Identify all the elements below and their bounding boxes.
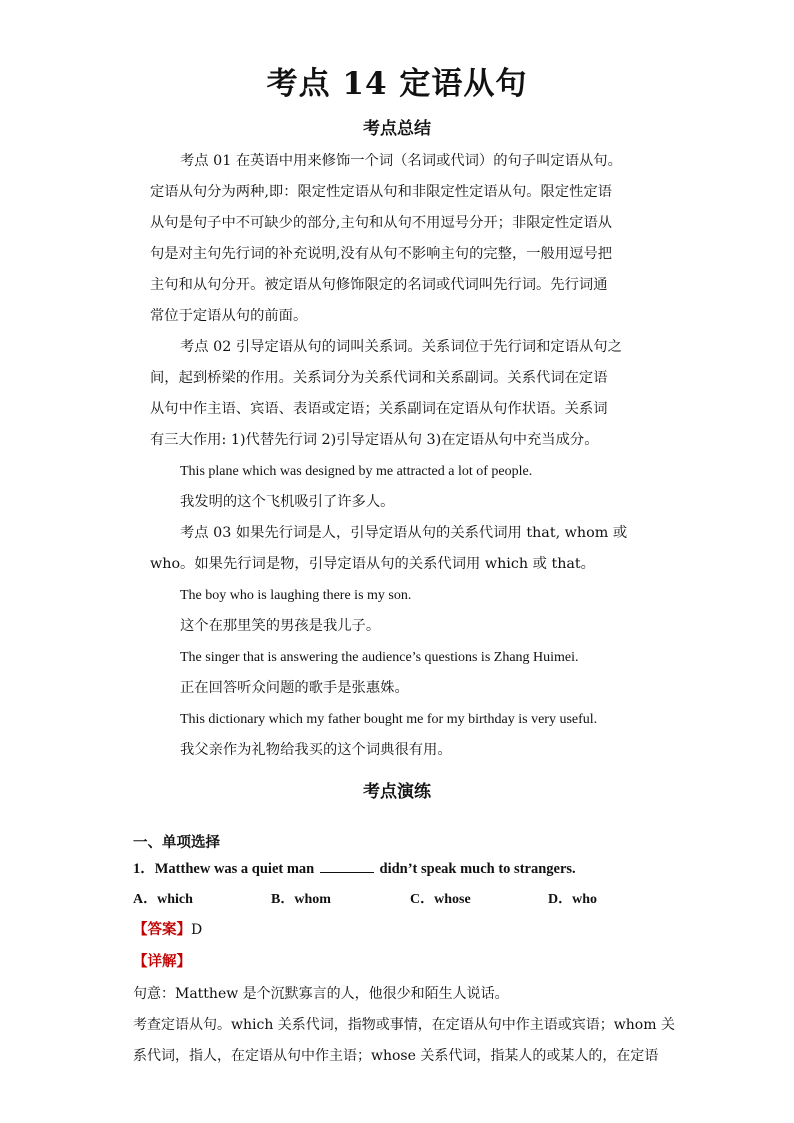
text-line: 有三大作用: 1)代替先行词 2)引导定语从句 3)在定语从句中充当成分。 [150, 432, 599, 448]
example-english: The singer that is answering the audience’s questions is Zhang Huimei. [180, 650, 579, 665]
text-line: 定语从句分为两种,即：限定性定语从句和非限定性定语从句。限定性定语 [150, 184, 613, 200]
example-english: The boy who is laughing there is my son. [180, 588, 412, 603]
answer-value: D [191, 922, 203, 938]
detail-tag: 【详解】 [133, 953, 191, 970]
question-number: 1． [133, 861, 155, 877]
example-english: This dictionary which my father bought me for my birthday is very useful. [180, 712, 598, 727]
summary-paragraph-2 [150, 332, 650, 456]
text-line: who。如果先行词是物，引导定语从句的关系代词用 which 或 that。 [150, 556, 595, 572]
text-line: 句是对主句先行词的补充说明,没有从句不影响主句的完整，一般用逗号把 [150, 246, 613, 262]
summary-paragraph-3 [150, 518, 650, 580]
option-d: D．who [548, 892, 598, 907]
text-line: 考点 02 引导定语从句的词叫关系词。关系词位于先行词和定语从句之 [180, 339, 622, 355]
detail-text: 句意：Matthew 是个沉默寡言的人，他很少和陌生人说话。 [133, 986, 509, 1002]
answer-blank [320, 860, 374, 873]
question-stem [133, 857, 576, 878]
answer-tag: 【答案】 [133, 921, 191, 938]
text-line: 主句和从句分开。被定语从句修饰限定的名词或代词叫先行词。先行词通 [150, 277, 608, 293]
text-line: 从句中作主语、宾语、表语或定语；关系副词在定语从句作状语。关系词 [150, 401, 608, 417]
example-block-1 [150, 456, 650, 518]
question-text-before: Matthew was a quiet man [154, 861, 315, 877]
section-label: 一、单项选择 [133, 834, 220, 851]
example-chinese: 正在回答听众问题的歌手是张惠姝。 [180, 680, 409, 696]
text-line: 常位于定语从句的前面。 [150, 308, 308, 324]
option-c: C．whose [410, 892, 471, 907]
detail-line [133, 950, 191, 971]
detail-text: 考查定语从句。which 关系代词，指物或事情，在定语从句中作主语或宾语；whom 关 [133, 1017, 675, 1033]
page-title: 考点 14 定语从句 [266, 66, 528, 102]
question-text-after: didn’t speak much to strangers. [379, 861, 576, 877]
option-b: B．whom [271, 892, 331, 907]
example-block-2 [150, 580, 650, 766]
summary-heading: 考点总结 [363, 119, 431, 139]
example-english: This plane which was designed by me attracted a lot of people. [180, 464, 533, 479]
text-line: 考点 01 在英语中用来修饰一个词（名词或代词）的句子叫定语从句。 [180, 153, 622, 169]
option-a: A．which [133, 892, 193, 907]
text-line: 间，起到桥梁的作用。关系词分为关系代词和关系副词。关系代词在定语 [150, 370, 608, 386]
example-chinese: 我父亲作为礼物给我买的这个词典很有用。 [180, 742, 452, 758]
summary-paragraph-1 [150, 146, 650, 332]
text-line: 从句是句子中不可缺少的部分,主句和从句不用逗号分开；非限定性定语从 [150, 215, 613, 231]
example-chinese: 这个在那里笑的男孩是我儿子。 [180, 618, 381, 634]
text-line: 考点 03 如果先行词是人，引导定语从句的关系代词用 that, whom 或 [180, 525, 628, 541]
example-chinese: 我发明的这个飞机吸引了许多人。 [180, 494, 395, 510]
detail-text: 系代词，指人，在定语从句中作主语；whose 关系代词，指某人的或某人的，在定语 [133, 1048, 659, 1064]
answer-line [133, 918, 202, 939]
practice-heading: 考点演练 [363, 782, 431, 802]
